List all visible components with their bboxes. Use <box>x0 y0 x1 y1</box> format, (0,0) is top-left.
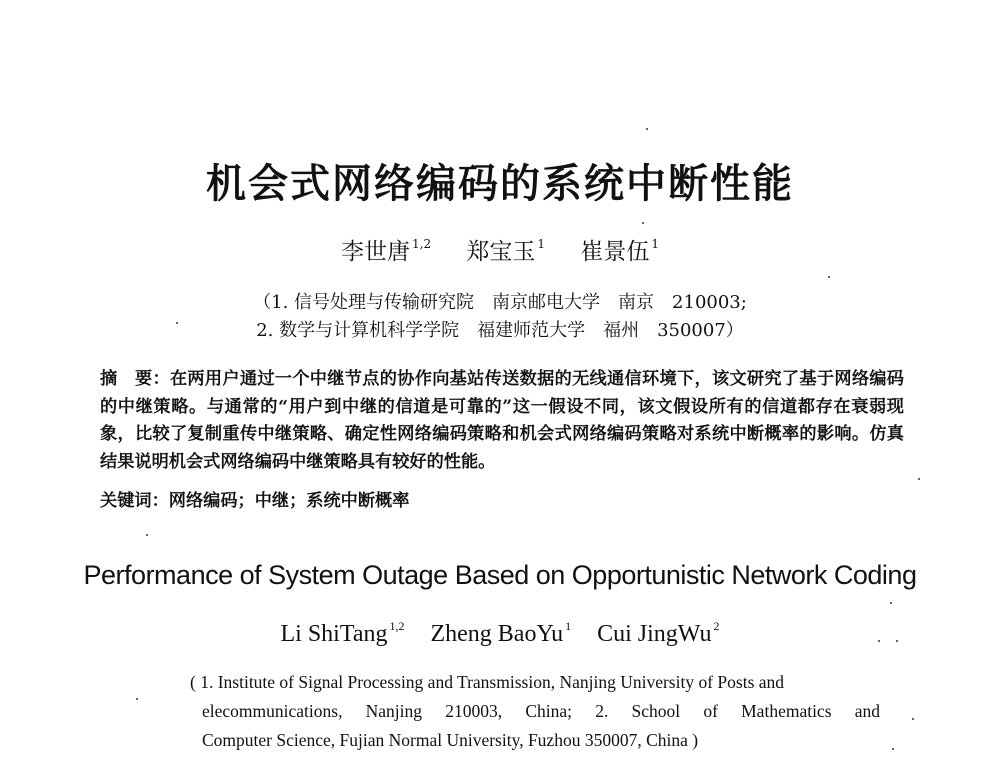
author-name: Zheng BaoYu <box>430 621 564 647</box>
affiliation-chinese-line-2: 2. 数学与计算机科学学院 福建师范大学 福州 350007） <box>256 320 744 341</box>
keywords-label: 关键词： <box>100 491 169 511</box>
author-affiliation-mark: 1 <box>651 237 659 251</box>
author-list-chinese <box>0 236 1000 268</box>
author-name: 郑宝玉 <box>466 239 536 265</box>
author-name: Li ShiTang <box>280 621 388 647</box>
author-name: Cui JingWu <box>597 621 712 647</box>
scan-speck <box>146 534 148 536</box>
scan-speck <box>136 698 138 700</box>
scan-speck <box>912 718 914 720</box>
affiliation-english-line-2: elecommunications, Nanjing 210003, China; 2. School of Mathematics and <box>202 701 880 721</box>
author-affiliation-mark: 1 <box>537 237 546 251</box>
scan-speck <box>642 222 644 224</box>
keywords-text: 网络编码；中继；系统中断概率 <box>168 491 410 511</box>
author-chinese-3 <box>580 236 659 268</box>
author-affiliation-mark: 1 <box>565 619 572 633</box>
keywords-chinese <box>100 488 904 516</box>
scan-speck <box>828 276 830 278</box>
scan-speck <box>646 128 648 130</box>
affiliation-english <box>190 668 880 755</box>
author-name: 李世唐 <box>341 239 410 265</box>
author-english-1 <box>280 618 404 650</box>
scan-speck <box>896 640 898 642</box>
paper-title-chinese: 机会式网络编码的系统中断性能 <box>206 161 794 207</box>
author-chinese-2 <box>466 236 545 268</box>
author-chinese-1 <box>341 236 431 268</box>
scan-speck <box>890 602 892 604</box>
author-affiliation-mark: 1,2 <box>412 237 432 251</box>
affiliation-english-line-3: Computer Science, Fujian Normal University, Fuzhou 350007, China ) <box>202 730 699 750</box>
author-list-english <box>0 618 1000 650</box>
affiliation-english-line-1: ( 1. Institute of Signal Processing and Transmission, Nanjing University of Posts and <box>190 672 785 692</box>
author-affiliation-mark: 2 <box>713 619 720 633</box>
affiliation-chinese-line-1: （1. 信号处理与传输研究院 南京邮电大学 南京 210003; <box>253 292 747 313</box>
scan-speck <box>892 748 894 750</box>
scan-speck <box>176 322 178 324</box>
abstract-text: 在两用户通过一个中继节点的协作向基站传送数据的无线通信环境下，该文研究了基于网络编码的中继策略。与通常的“用户到中继的信道是可靠的”这一假设不同，该文假设所有的信道都存在衰弱现象，比较了复制重传中继策略、确定性网络编码策略和机会式网络编码策略对系统中断概率的影响。仿真结果说明机会式网络编码中继策略具有较好的性能。 <box>100 369 904 472</box>
author-name: 崔景伍 <box>580 239 650 265</box>
abstract-chinese <box>100 366 904 476</box>
author-english-2 <box>430 618 571 650</box>
paper-title-english: Performance of System Outage Based on Opportunistic Network Coding <box>83 560 917 590</box>
author-english-3 <box>597 618 719 650</box>
scan-speck <box>918 478 920 480</box>
scan-speck <box>878 640 880 642</box>
abstract-label: 摘 要： <box>100 369 170 389</box>
author-affiliation-mark: 1,2 <box>389 619 405 633</box>
